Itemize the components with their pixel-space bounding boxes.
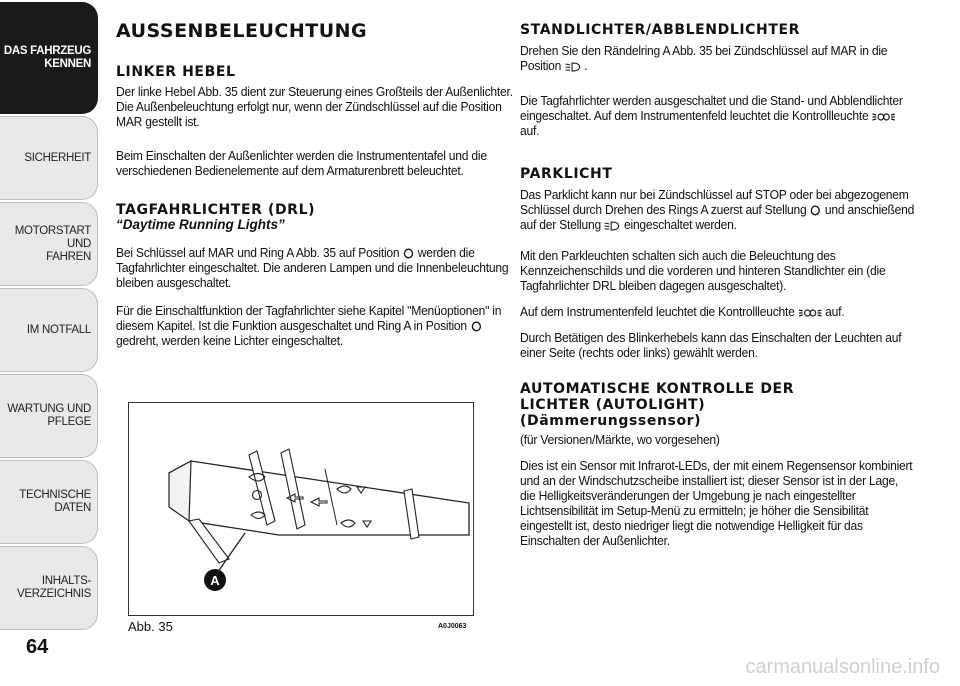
figure-abb-35	[128, 402, 474, 616]
page-number: 64	[26, 636, 49, 658]
figure-caption: Abb. 35	[128, 619, 173, 634]
parklicht-heading: PARKLICHT	[520, 166, 613, 182]
lever-illustration	[129, 403, 473, 615]
chapter-sidebar	[0, 0, 100, 686]
parking-light-icon	[872, 111, 896, 123]
standlichter-paragraph-2: Die Tagfahrlichter werden ausgeschaltet und die Stand- und Abblendlichter eingeschaltet. Auf dem Instrumentenfeld leuchtet die Kontrollleuchte auf.	[520, 93, 903, 138]
drl-heading: TAGFAHRLICHTER (DRL)	[116, 202, 316, 218]
tab-motorstart-und-fahren[interactable]: MOTORSTART UND FAHREN	[0, 202, 98, 286]
circle-position-icon	[403, 248, 415, 259]
low-beam-icon	[604, 220, 621, 232]
tab-sicherheit[interactable]: SICHERHEIT	[0, 116, 98, 200]
parklicht-paragraph-4: Durch Betätigen des Blinkerhebels kann das Einschalten der Leuchten auf einer Seite (rechts oder links) gewählt werden.	[520, 330, 902, 360]
autolight-paragraph-1: Dies ist ein Sensor mit Infrarot-LEDs, der mit einem Regensensor kombiniert und an der Windschutzscheibe installiert ist; dieser Sensor ist in der Lage, die Helligkeitsveränderungen der Umgebung je nach eingestellter Lichtsensibilität im Setup-Menü zu ermitteln; je höher die Sensibilität eingestellt ist, desto niedriger liegt die notwendige Helligkeit für das Einschalten der Außenlichter.	[520, 458, 913, 548]
tab-im-notfall[interactable]: IM NOTFALL	[0, 288, 98, 372]
tab-wartung-und-pflege[interactable]: WARTUNG UND PFLEGE	[0, 374, 98, 458]
standlichter-heading: STANDLICHTER/ABBLENDLICHTER	[520, 22, 801, 38]
low-beam-icon	[564, 61, 581, 73]
parklicht-paragraph-2: Mit den Parkleuchten schalten sich auch die Beleuchtung des Kennzeichenschilds und die vorderen und hinteren Standlichter ein (die Tagfahrlichter DRL bleiben dagegen ausgeschaltet).	[520, 248, 886, 293]
standlichter-paragraph-1: Drehen Sie den Rändelring A Abb. 35 bei Zündschlüssel auf MAR in die Position .	[520, 43, 888, 73]
drl-subheading: “Daytime Running Lights”	[116, 217, 285, 232]
parking-light-icon	[798, 307, 822, 319]
parklicht-paragraph-1: Das Parklicht kann nur bei Zündschlüssel auf STOP oder bei abgezogenem Schlüssel durch Drehen des Rings A zuerst auf Stellung und anschießend auf der Stellung eingeschaltet werden.	[520, 187, 915, 232]
circle-position-icon	[470, 321, 482, 332]
linker-hebel-paragraph-2: Beim Einschalten der Außenlichter werden die Instrumententafel und die verschiedenen Bedienelemente auf dem Armaturenbrett beleuchtet.	[116, 148, 487, 178]
callout-a-label: A	[210, 573, 220, 588]
parklicht-paragraph-3: Auf dem Instrumentenfeld leuchtet die Kontrollleuchte auf.	[520, 304, 845, 319]
autolight-heading-line-1: AUTOMATISCHE KONTROLLE DER	[520, 381, 795, 397]
drl-paragraph-1: Bei Schlüssel auf MAR und Ring A Abb. 35 auf Position werden die Tagfahrlichter eingeschaltet. Die anderen Lampen und die Innenbeleuchtung bleiben ausgeschaltet.	[116, 245, 509, 290]
watermark: carmanualsonline.info	[745, 656, 940, 678]
tab-das-fahrzeug-kennen[interactable]: DAS FAHRZEUG KENNEN	[0, 2, 98, 114]
circle-position-icon	[810, 205, 822, 216]
drl-paragraph-2: Für die Einschaltfunktion der Tagfahrlichter siehe Kapitel "Menüoptionen" in diesem Kapitel. Ist die Funktion ausgeschaltet und Ring A in Position gedreht, werden keine Lichter eingeschaltet.	[116, 303, 502, 348]
autolight-heading-line-2: LICHTER (AUTOLIGHT)	[520, 397, 706, 413]
autolight-heading-line-3: (Dämmerungssensor)	[520, 413, 702, 429]
autolight-subheading: (für Versionen/Märkte, wo vorgesehen)	[520, 432, 720, 447]
linker-hebel-heading: LINKER HEBEL	[116, 64, 236, 80]
section-title: AUSSENBELEUCHTUNG	[116, 20, 368, 42]
tab-technische-daten[interactable]: TECHNISCHE DATEN	[0, 460, 98, 544]
tab-inhaltsverzeichnis[interactable]: INHALTS- VERZEICHNIS	[0, 546, 98, 630]
figure-code: A0J0063	[438, 623, 467, 630]
linker-hebel-paragraph-1: Der linke Hebel Abb. 35 dient zur Steuerung eines Großteils der Außenlichter. Die Außenbeleuchtung erfolgt nur, wenn der Zündschlüssel auf die Position MAR gestellt ist.	[116, 84, 513, 129]
